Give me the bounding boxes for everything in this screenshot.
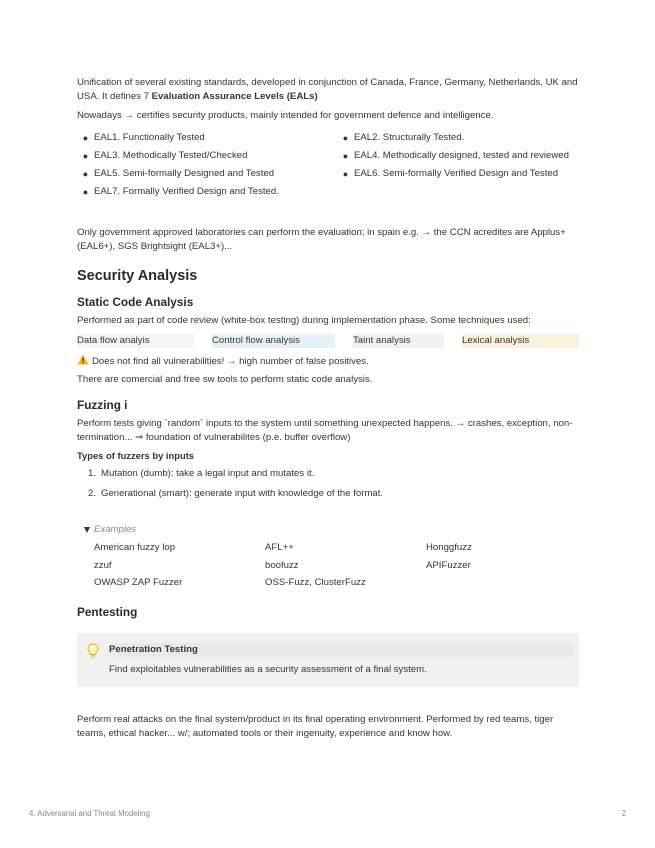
list-number: 2. [87,487,96,499]
bullet-icon: ● [342,132,349,143]
examples-label[interactable]: Examples [94,523,137,535]
bullet-icon: ● [82,168,89,179]
list-item [337,167,579,181]
page-number: 2 [621,809,626,818]
list-item-text: Mutation (dumb): take a legal input and mutates it. [101,467,315,479]
technique-tag: Taint analysis [353,334,444,348]
bullet-icon: ● [82,150,89,161]
examples-grid [94,541,579,591]
warning-icon [77,354,89,365]
nowadays-paragraph: Nowadays → certifies security products, mainly intended for government defence and intelligence. [77,109,494,121]
subsection-title-pentesting: Pentesting [77,605,138,620]
list-item-text: Generational (smart): generate input with knowledge of the format. [101,487,384,499]
callout-title: Penetration Testing [109,643,573,657]
example-item: boofuzz [265,559,299,571]
bullet-icon: ● [82,186,89,197]
example-item: Honggfuzz [426,541,472,553]
subsection-title-static: Static Code Analysis [77,294,194,309]
list-item [337,149,579,163]
intro-text: Unification of several existing standards, developed in conjunction of Canada, France, Germany, Netherlands, UK and USA. It defines 7 [77,77,578,102]
subsection-title-fuzzing: Fuzzing i [77,398,128,413]
section-title: Security Analysis [77,267,198,284]
warning-line [77,354,579,369]
bullet-icon: ● [82,132,89,143]
footer-title: 4. Adversarial and Threat Modeling [29,809,150,818]
list-item [77,467,579,481]
bullet-icon: ● [342,150,349,161]
list-item-text: EAL1. Functionally Tested [94,131,205,143]
example-item: OSS-Fuzz, ClusterFuzz [265,577,366,589]
eal-term: Evaluation Assurance Levels (EALs) [151,90,318,102]
example-item: AFL++ [265,541,294,553]
list-item-text: EAL4. Methodically designed, tested and reviewed [354,149,569,161]
technique-tags [77,334,579,348]
example-item: American fuzzy lop [94,541,176,553]
pentesting-desc: Perform real attacks on the final system/product in its final operating environment. Performed by red teams, tiger teams, ethical hacker... w/; automated tools or their ingenuity, experience and know how. [77,714,554,740]
list-item [77,185,337,199]
list-item-text: EAL2. Structurally Tested. [354,131,465,143]
example-item: APIFuzzer [426,559,471,571]
eal-list [77,131,579,199]
technique-tag: Data flow analyis [77,334,194,348]
list-item [77,131,337,145]
list-item [77,487,579,501]
page-content [77,76,579,741]
fuzzing-desc: Perform tests giving `random` inputs to the system until something unexpected happens. → crashes, exception, non-termination... ⇒ foundation of vulnerabilites (p.e. buffer overflow) [77,418,573,444]
callout-box [77,633,579,687]
list-item [77,149,337,163]
list-item [77,167,337,181]
examples-toggle[interactable] [84,523,579,537]
example-item: zzuf [94,559,112,571]
callout-body [109,643,573,677]
example-item [426,576,576,590]
list-item-text: EAL5. Semi-formally Designed and Tested [94,167,275,179]
list-number: 1. [87,467,96,479]
list-item-text: EAL6. Semi-formally Verified Design and Tested [354,167,559,179]
list-item [337,131,579,145]
list-item-text: EAL3. Methodically Tested/Checked [94,149,248,161]
triangle-down-icon[interactable] [84,527,90,533]
tools-paragraph: There are comercial and free sw tools to perform static code analysis. [77,374,373,386]
static-desc: Performed as part of code review (white-box testing) during implementation phase. Some techniques used: [77,314,531,326]
technique-tag: Lexical analysis [462,334,579,348]
warning-text: Does not find all vulnerabilities! → high number of false positives. [92,355,369,367]
list-item-text: EAL7. Formally Verified Design and Tested. [94,185,279,197]
fuzzer-types-list [77,467,579,501]
labs-paragraph: Only government approved laboratories can perform the evaluation; in spain e.g. → the CCN acredites are Applus+ (EAL6+), SGS Brightsight (EAL3+)... [77,226,566,252]
technique-tag: Control flow analysis [212,334,335,348]
lightbulb-icon [87,643,109,677]
bullet-icon: ● [342,168,349,179]
fuzzer-types-title: Types of fuzzers by inputs [77,450,195,462]
example-item: OWASP ZAP Fuzzer [94,577,183,589]
intro-paragraph [77,76,579,104]
callout-text: Find exploitables vulnerabilities as a security assessment of a final system. [109,664,427,676]
page-footer [29,808,626,819]
